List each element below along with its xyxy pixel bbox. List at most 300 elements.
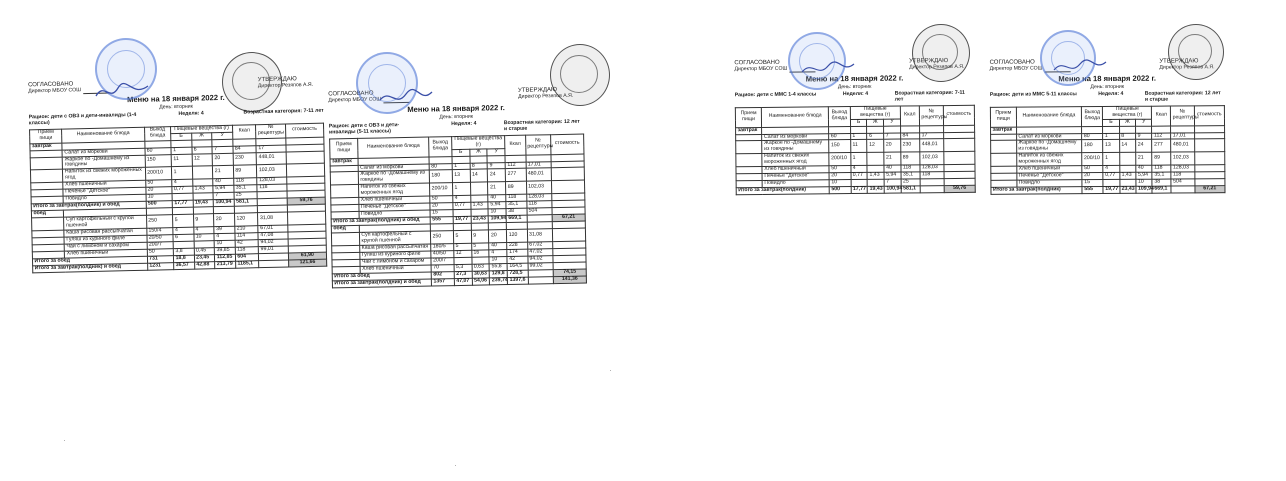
scan-speck xyxy=(455,465,456,466)
dish-name: Хлеб пшеничный xyxy=(762,166,829,174)
dish-protein: 5 xyxy=(453,230,471,243)
total-protein: 17,77 xyxy=(172,200,193,207)
dish-cost xyxy=(551,180,584,194)
dish-fat: 9 xyxy=(471,230,489,243)
col-header-yield: Выход блюда xyxy=(829,106,851,126)
approved-label: СОГЛАСОВАНО xyxy=(989,59,1035,66)
dish-name: Жаркое по -Домашнему из говядины xyxy=(62,155,145,170)
section-label: завтрак xyxy=(736,127,762,134)
col-header-cost: стоимость xyxy=(551,134,584,155)
principal-name: Директор Резяпов А.Я. xyxy=(518,92,574,100)
dish-recipe: 480,01 xyxy=(1171,139,1194,152)
col-header-dish: Наименование блюда xyxy=(62,127,145,143)
section-label: обед xyxy=(331,226,359,234)
dish-carbs: 20 xyxy=(489,230,507,243)
dish-carbs: 10 xyxy=(1136,179,1152,186)
col-header-u: У xyxy=(212,132,233,139)
menu-sheet xyxy=(28,67,327,274)
ration-label: Рацион: дети из ММС 5-11 классы xyxy=(989,90,1077,98)
confirm-label: УТВЕРЖДАЮ xyxy=(1159,58,1199,65)
dish-protein: 0,77 xyxy=(1103,173,1119,180)
signature-mark xyxy=(92,80,152,104)
dish-name: Салат из моркови xyxy=(1016,133,1082,140)
total-kcal: 604 xyxy=(235,254,259,262)
total-protein: 17,77 xyxy=(852,186,866,193)
col-header-b: Б xyxy=(850,119,867,126)
empty-cell xyxy=(32,217,65,231)
dish-name: Печенье "Детское" xyxy=(1017,173,1083,180)
dish-name: Гуляш из куриного филе xyxy=(64,235,146,244)
empty-cell xyxy=(991,154,1017,167)
approved-label: СОГЛАСОВАНО xyxy=(27,81,74,89)
week-label: Неделя: 4 xyxy=(1098,90,1124,97)
menu-title: Меню на 18 января 2022 г. xyxy=(407,103,505,114)
dish-recipe: 128,03 xyxy=(1171,165,1194,172)
menu-sheet xyxy=(328,78,587,289)
dish-name: Гуляш из куриного филе xyxy=(360,251,431,259)
dish-recipe: 47,08 xyxy=(258,232,288,240)
dish-yield: 50 xyxy=(145,180,172,188)
dish-kcal: 118 xyxy=(901,165,920,172)
dish-carbs: 7 xyxy=(212,146,233,153)
total-cost: 59,76 xyxy=(944,185,975,192)
dish-yield: 180/5 xyxy=(431,244,454,251)
dish-recipe: 67,02 xyxy=(527,242,553,249)
round-seal xyxy=(222,52,282,112)
dish-yield: 250 xyxy=(146,215,173,229)
total-cost: 141,36 xyxy=(553,276,586,284)
dish-recipe: 118 xyxy=(920,172,944,179)
confirm-label: УТВЕРЖДАЮ xyxy=(909,58,949,65)
col-header-zh: Ж xyxy=(470,148,488,155)
dish-fat: 1,43 xyxy=(867,173,884,180)
dish-yield: 150 xyxy=(145,154,172,168)
dish-protein: 4 xyxy=(172,180,193,187)
col-header-kcal: Ккал xyxy=(1152,106,1171,126)
dish-fat: 10 xyxy=(194,234,215,241)
dish-kcal: 35,1 xyxy=(234,185,258,193)
total-cost: 61,90 xyxy=(288,252,326,260)
total-label: Итого за завтрак(полдник) и обед xyxy=(332,279,431,288)
dish-kcal: 114 xyxy=(235,233,259,241)
total-label: Итого за завтрак(полдник) xyxy=(991,187,1082,195)
col-header-kcal: Ккал xyxy=(900,105,919,125)
dish-carbs: 20 xyxy=(212,153,233,166)
dish-yield: 60 xyxy=(145,147,172,155)
dish-carbs: 10 xyxy=(489,257,507,264)
empty-cell xyxy=(30,170,63,184)
dish-kcal: 228 xyxy=(507,242,527,249)
dish-carbs: 7 xyxy=(884,133,901,140)
empty-cell xyxy=(30,157,63,171)
col-header-nutrients: Пищевые вещества (г) xyxy=(850,106,900,119)
signature-mark xyxy=(798,58,858,80)
dish-recipe: 504 xyxy=(1171,179,1194,186)
dish-protein: 4 xyxy=(453,196,471,203)
empty-cell xyxy=(330,172,358,185)
dish-carbs: 21 xyxy=(488,182,506,195)
total-kcal: 669,1 xyxy=(506,215,526,222)
col-header-u: У xyxy=(487,148,505,155)
dish-cost xyxy=(287,211,326,225)
dish-kcal: 89 xyxy=(901,152,920,165)
dish-recipe: 31,08 xyxy=(258,212,288,226)
dish-recipe: 17 xyxy=(920,132,944,139)
dish-name: Салат из моркови xyxy=(62,148,144,157)
header-row xyxy=(735,105,974,120)
dish-fat: 12 xyxy=(192,153,213,166)
col-header-cost: стоимость xyxy=(285,123,324,138)
principal-name: Директор Резяпов А.Я. xyxy=(257,81,314,90)
dish-carbs: 40 xyxy=(488,195,506,202)
dish-recipe: 99,02 xyxy=(528,263,554,270)
col-header-b: Б xyxy=(452,149,470,156)
day-row: День: вторник xyxy=(1090,83,1125,90)
col-header-recipe: № рецептуры xyxy=(256,124,286,139)
dish-carbs: 39,85 xyxy=(215,247,236,254)
total-kcal: 581,1 xyxy=(901,186,920,193)
total-fat: 30,63 xyxy=(472,271,490,278)
dish-recipe: 17 xyxy=(256,145,286,153)
week-label: Неделя: 4 xyxy=(451,120,477,127)
dish-fat: 0,63 xyxy=(472,264,490,271)
dish-carbs: 4 xyxy=(214,233,235,240)
dish-kcal: 118 xyxy=(506,195,526,202)
round-seal xyxy=(550,44,610,106)
col-header-cost: стоимость xyxy=(943,105,974,125)
total-label: Итого за завтрак(полдник) xyxy=(736,187,829,195)
dish-name: Хлеб пшеничный xyxy=(359,196,430,204)
menu-title: Меню на 18 января 2022 г. xyxy=(126,92,225,105)
dish-name: Салат из моркови xyxy=(762,133,829,141)
total-cost: 67,21 xyxy=(552,214,585,222)
dish-kcal: 174 xyxy=(507,249,527,256)
total-protein: 19,77 xyxy=(453,217,471,224)
dish-name: Напиток из свежих мороженных ягод xyxy=(63,168,146,183)
dish-yield: 150 xyxy=(829,140,851,153)
dish-recipe: 448,01 xyxy=(920,139,944,152)
age-category: Возрастная категория: 12 лет и старше xyxy=(1144,89,1221,103)
dish-yield: 20 xyxy=(430,203,453,210)
dish-fat xyxy=(192,166,213,179)
round-seal xyxy=(912,24,970,82)
week-label: Неделя: 4 xyxy=(178,110,204,117)
dish-kcal: 25 xyxy=(234,192,258,200)
dish-carbs: 7 xyxy=(884,179,901,186)
dish-name: Повидло xyxy=(762,180,829,188)
dish-protein: 6 xyxy=(173,234,194,241)
dish-carbs: 5,94 xyxy=(884,172,901,179)
total-carbs: 109,94 xyxy=(1138,185,1154,193)
dish-yield: 20 xyxy=(829,173,851,180)
dish-yield: 200/10 xyxy=(1082,153,1103,166)
dish-cost xyxy=(1194,152,1225,165)
dish-yield: 60 xyxy=(829,133,851,140)
dish-recipe: 448,01 xyxy=(256,152,286,166)
dish-yield: 180 xyxy=(429,170,452,183)
total-protein: 27,3 xyxy=(454,271,472,278)
dish-name: Напиток из свежих мороженных ягод xyxy=(762,153,829,167)
empty-cell xyxy=(331,233,359,246)
dish-name: Напиток из свежих мороженных ягод xyxy=(1016,153,1082,166)
dish-protein: 4 xyxy=(1103,166,1119,173)
dish-recipe: 47,02 xyxy=(527,249,553,256)
age-category: Возрастная категория: 12 лет и старше xyxy=(503,118,580,132)
approved-label: СОГЛАСОВАНО xyxy=(328,90,374,98)
dish-kcal: 112 xyxy=(1152,133,1171,140)
dish-carbs: 21 xyxy=(884,152,901,165)
dish-cost xyxy=(551,168,584,182)
total-yield: 802 xyxy=(431,272,454,279)
dish-protein: 12 xyxy=(454,250,472,257)
total-carbs: 109,94 xyxy=(490,215,507,222)
col-header-meal: Прием пищи xyxy=(330,138,358,158)
dish-cost xyxy=(944,152,975,165)
dish-protein: 1 xyxy=(171,147,192,154)
total-cost: 121,66 xyxy=(288,259,326,267)
dish-name: Жаркое по -Домашнему из говядины xyxy=(1016,140,1082,153)
dish-yield: 80 xyxy=(429,163,452,170)
dish-recipe: 102,03 xyxy=(1171,152,1194,165)
empty-cell xyxy=(331,185,359,198)
dish-fat: 14 xyxy=(1119,140,1135,153)
section-label: завтрак xyxy=(330,158,358,166)
total-recipe xyxy=(920,186,944,193)
signature-mark xyxy=(1050,56,1110,78)
dish-yield: 200/7 xyxy=(431,258,454,265)
dish-name: Напиток из свежих мороженных ягод xyxy=(358,183,429,197)
menu-title: Меню на 18 января 2022 г. xyxy=(1058,73,1157,84)
dish-protein: 1 xyxy=(452,183,470,196)
dish-kcal: 164,5 xyxy=(507,263,527,270)
total-row xyxy=(736,185,975,194)
dish-kcal: 89 xyxy=(506,182,527,195)
col-header-zh: Ж xyxy=(191,132,212,139)
dish-kcal: 230 xyxy=(901,139,920,152)
dish-carbs: 21 xyxy=(213,166,234,179)
col-header-meal: Прием пищи xyxy=(30,129,63,144)
total-label: Итого за завтрак(полдник) и обед xyxy=(331,217,430,226)
dish-carbs: 24 xyxy=(488,169,506,182)
dish-name: Повидло xyxy=(63,195,145,204)
dish-kcal: 84 xyxy=(233,145,257,153)
total-label: Итого за завтрак(полдник) и обед xyxy=(33,263,148,273)
director-label: Директор МБОУ СОШ xyxy=(734,65,788,73)
dish-carbs: 9 xyxy=(1136,133,1152,140)
total-recipe xyxy=(1171,186,1194,193)
total-kcal: 728,5 xyxy=(507,270,527,277)
principal-name: Директор Резяпов А.Я. xyxy=(1159,64,1215,71)
dish-cost xyxy=(944,139,975,152)
ration-label: Рацион: дети с ОВЗ и дети-инвалиды (5-11 классы) xyxy=(328,121,400,136)
dish-recipe: 31,08 xyxy=(527,229,553,242)
confirm-label: УТВЕРЖДАЮ xyxy=(257,76,297,84)
dish-kcal: 38 xyxy=(1152,179,1171,186)
col-header-zh: Ж xyxy=(1119,119,1135,126)
total-cost: 59,76 xyxy=(287,197,325,205)
dish-protein: 1 xyxy=(851,153,868,166)
dish-yield: 180 xyxy=(1082,140,1103,153)
age-category: Возрастная категория: 7-11 лет xyxy=(894,89,965,103)
dish-carbs: 24 xyxy=(1136,140,1152,153)
dish-carbs: 7 xyxy=(213,193,234,200)
dish-yield: 10 xyxy=(146,194,173,202)
dish-fat: 5 xyxy=(471,243,489,250)
dish-kcal: 25 xyxy=(901,179,920,186)
dish-yield: 10 xyxy=(829,180,851,187)
dish-kcal: 118 xyxy=(234,178,258,186)
dish-yield: 200/10 xyxy=(145,167,172,181)
dish-protein: 11 xyxy=(171,154,192,167)
dish-fat: 8 xyxy=(1119,133,1135,140)
dish-carbs: 10 xyxy=(214,240,235,247)
dish-fat: 4 xyxy=(193,227,214,234)
total-cost: 67,21 xyxy=(1194,186,1225,193)
menu-title: Меню на 18 января 2022 г. xyxy=(805,73,904,84)
dish-kcal: 118 xyxy=(235,247,259,255)
total-fat: 19,43 xyxy=(193,200,214,207)
total-row xyxy=(991,186,1225,195)
dish-kcal: 112 xyxy=(505,162,525,169)
dish-cost xyxy=(1194,139,1225,152)
col-header-meal: Прием пищи xyxy=(735,107,761,127)
dish-protein: 4 xyxy=(173,227,194,234)
empty-cell xyxy=(736,141,762,154)
total-label: Итого за завтрак(полдник) и обед xyxy=(31,202,146,212)
dish-recipe: 94,02 xyxy=(258,239,288,247)
dish-fat: 1,43 xyxy=(193,186,214,193)
total-kcal: 669,1 xyxy=(1152,186,1171,193)
dish-protein: 13 xyxy=(452,170,470,183)
dish-carbs: 55,8 xyxy=(490,264,508,271)
col-header-u: У xyxy=(884,119,901,126)
total-carbs: 213,79 xyxy=(215,261,236,268)
total-kcal: 1397,6 xyxy=(508,277,528,284)
dish-protein: 1 xyxy=(172,167,193,180)
dish-recipe: 504 xyxy=(527,208,553,215)
dish-carbs: 5,94 xyxy=(213,186,234,193)
dish-fat: 6 xyxy=(192,146,213,153)
col-header-yield: Выход блюда xyxy=(1082,106,1103,126)
total-kcal: 1185,1 xyxy=(235,261,259,269)
dish-name: Хлеб пшеничный xyxy=(360,265,431,273)
col-header-nutrients: Пищевые вещества (г) xyxy=(1103,106,1152,119)
dish-fat xyxy=(867,153,884,166)
col-header-nutrients: Пищевые вещества (г) xyxy=(171,125,233,133)
dish-yield: 200/10 xyxy=(430,183,453,196)
menu-table xyxy=(735,104,976,195)
dish-name: Хлеб пшеничный xyxy=(65,249,147,258)
dish-kcal: 42 xyxy=(235,240,259,248)
col-header-dish: Наименование блюда xyxy=(762,106,829,127)
dish-carbs: 39 xyxy=(214,226,235,233)
dish-protein: 5 xyxy=(454,243,472,250)
total-carbs: 239,74 xyxy=(491,277,508,284)
dish-protein: 5 xyxy=(173,214,194,227)
dish-yield: 200/10 xyxy=(829,153,851,166)
dish-protein: 0,77 xyxy=(172,187,193,194)
total-fat: 54,06 xyxy=(472,278,490,285)
total-protein: 19,77 xyxy=(1105,186,1119,193)
dish-recipe: 17,01 xyxy=(526,161,552,168)
dish-name: Салат из моркови xyxy=(358,164,429,172)
dish-carbs: 21 xyxy=(1136,153,1152,166)
dish-fat xyxy=(1119,153,1135,166)
dish-fat: 6 xyxy=(867,133,884,140)
col-header-recipe: № рецептуры xyxy=(525,134,551,154)
total-fat: 23,43 xyxy=(471,216,489,223)
section-label: завтрак xyxy=(991,127,1017,134)
ration-label: Рацион: дети с ММС 1-4 классы xyxy=(734,91,817,98)
dish-recipe: 102,03 xyxy=(920,152,944,165)
signature-mark xyxy=(376,86,436,110)
dish-kcal: 35,1 xyxy=(901,172,920,179)
day-row: День: вторник xyxy=(439,113,474,121)
dish-carbs: 40 xyxy=(489,243,507,250)
dish-kcal: 210 xyxy=(235,226,259,234)
dish-protein: 4 xyxy=(851,166,868,173)
total-yield: 555 xyxy=(430,217,453,224)
col-header-dish: Наименование блюда xyxy=(1016,106,1082,126)
age-category: Возрастная категория: 7-11 лет xyxy=(243,107,324,116)
total-protein: 47,07 xyxy=(454,278,472,285)
day-row: День: вторник xyxy=(837,83,872,90)
total-fat: 42,88 xyxy=(194,262,215,269)
total-yield: 500 xyxy=(146,201,173,209)
dish-name: Печенье "Детское" xyxy=(359,203,430,211)
dish-carbs: 10 xyxy=(488,209,506,216)
menu-table xyxy=(329,133,587,288)
col-header-dish: Наименование блюда xyxy=(358,137,429,158)
dish-yield: 150/4 xyxy=(146,228,173,236)
week-label: Неделя: 4 xyxy=(842,90,869,97)
dish-recipe: 102,03 xyxy=(526,181,552,194)
dish-recipe: 128,03 xyxy=(526,194,552,201)
col-header-b: Б xyxy=(1103,119,1119,126)
dish-carbs: 40 xyxy=(1136,166,1152,173)
approved-label: СОГЛАСОВАНО xyxy=(734,59,780,67)
dish-protein: 13 xyxy=(1103,140,1119,153)
empty-cell xyxy=(736,154,762,167)
dish-name: Печенье "Детское" xyxy=(762,173,829,181)
dish-name: Хлеб пшеничный xyxy=(1017,166,1083,173)
dish-kcal: 42 xyxy=(507,256,527,263)
dish-recipe: 128,03 xyxy=(920,165,944,172)
dish-protein: 3,8 xyxy=(173,248,194,255)
dish-name: Жаркое по -Домашнему из говядины xyxy=(762,140,829,154)
dish-name: Повидло xyxy=(359,210,430,218)
dish-cost xyxy=(552,228,585,242)
total-yield: 500 xyxy=(829,187,851,194)
col-header-yield: Выход блюда xyxy=(144,126,171,141)
dish-name: Печенье "Детское" xyxy=(63,188,145,197)
dish-fat xyxy=(470,182,488,195)
dish-carbs: 40 xyxy=(213,179,234,186)
empty-cell xyxy=(991,141,1017,154)
col-header-u: У xyxy=(1136,119,1152,126)
dish-protein: 0,77 xyxy=(453,203,471,210)
total-carbs: 112,85 xyxy=(215,254,236,261)
col-header-kcal: Ккал xyxy=(232,124,256,138)
dish-yield: 50 xyxy=(430,196,453,203)
dish-kcal: 38 xyxy=(506,208,526,215)
dish-kcal: 230 xyxy=(233,152,257,165)
dish-kcal: 120 xyxy=(507,229,528,242)
dish-yield: 250 xyxy=(430,231,453,244)
dish-kcal: 89 xyxy=(233,165,257,178)
round-seal xyxy=(1168,24,1224,80)
col-header-nutrients: Пищевые вещества (г) xyxy=(452,135,506,149)
